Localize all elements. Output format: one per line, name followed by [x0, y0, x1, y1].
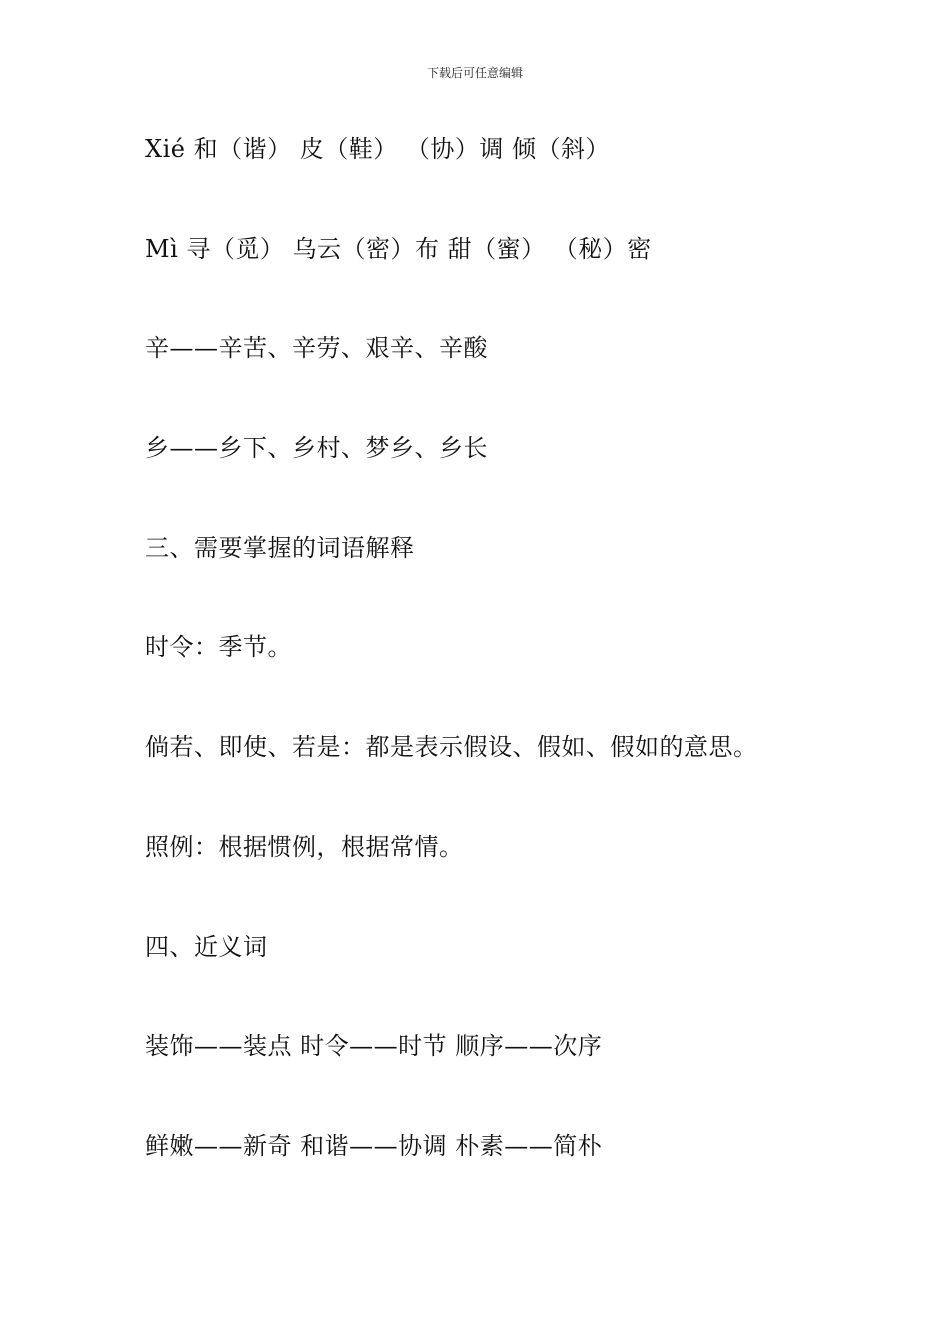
document-body — [145, 131, 905, 1228]
synonyms-line-2: 鲜嫩——新奇 和谐——协调 朴素——简朴 — [145, 1131, 603, 1160]
pinyin-mi-line: Mì 寻（觅） 乌云（密）布 甜（蜜） （秘）密 — [145, 234, 652, 263]
section-heading-4: 四、近义词 — [145, 932, 268, 961]
word-group-xiang: 乡——乡下、乡村、梦乡、乡长 — [145, 434, 488, 463]
page-header-note: 下载后可任意编辑 — [426, 66, 523, 80]
word-group-xin: 辛——辛苦、辛劳、艰辛、辛酸 — [145, 334, 488, 363]
definition-shiling: 时令：季节。 — [145, 633, 292, 662]
definition-zhaoli: 照例：根据惯例，根据常情。 — [145, 832, 464, 861]
section-heading-3: 三、需要掌握的词语解释 — [145, 533, 415, 562]
pinyin-xie-line: Xié 和（谐） 皮（鞋） （协）调 倾（斜） — [145, 135, 610, 163]
definition-tangruo: 倘若、即使、若是：都是表示假设、假如、假如的意思。 — [145, 733, 758, 762]
synonyms-line-1: 装饰——装点 时令——时节 顺序——次序 — [145, 1032, 603, 1061]
